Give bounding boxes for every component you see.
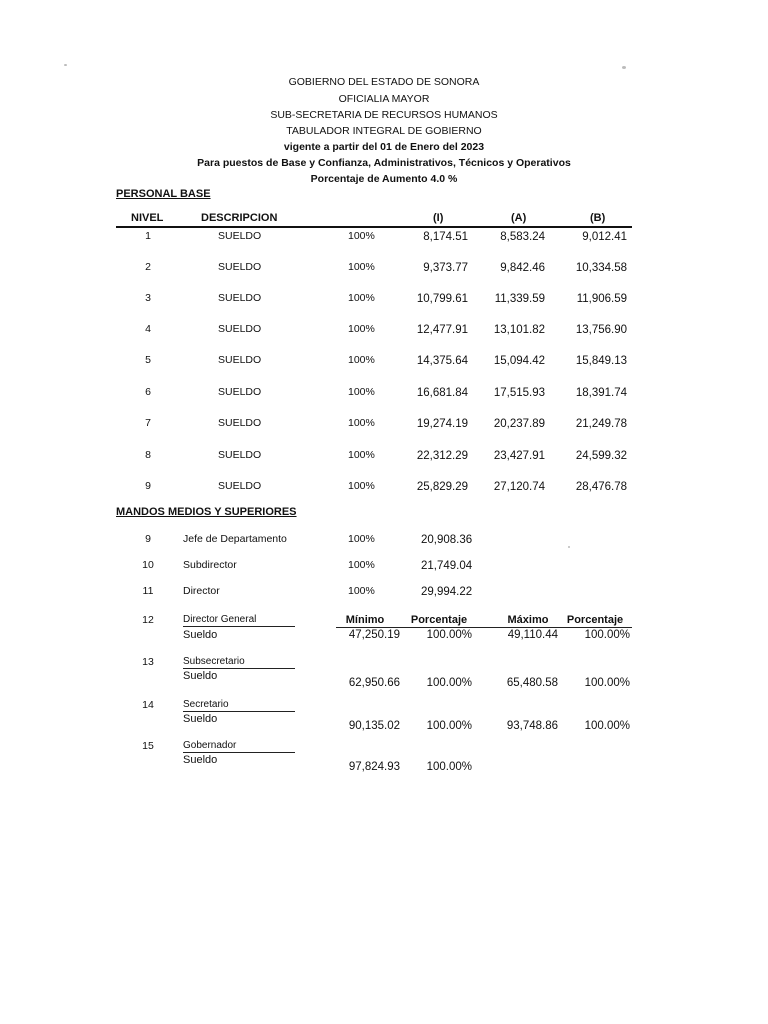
col-header-maximo: Máximo bbox=[507, 614, 549, 626]
range-maximo: 49,110.44 bbox=[507, 629, 558, 641]
row-descripcion: SUELDO bbox=[218, 230, 262, 242]
range-puesto: Director General bbox=[183, 614, 257, 625]
range-minimo: 90,135.02 bbox=[348, 720, 400, 732]
section-title-personal-base: PERSONAL BASE bbox=[116, 188, 211, 200]
range-porcentaje-1: 100.00% bbox=[426, 629, 472, 641]
range-puesto: Secretario bbox=[183, 699, 229, 710]
range-porcentaje-1: 100.00% bbox=[426, 720, 472, 732]
row-descripcion: SUELDO bbox=[218, 480, 262, 492]
range-nivel: 13 bbox=[142, 656, 154, 668]
row-nivel: 2 bbox=[145, 261, 151, 273]
col-header-porcentaje-1: Porcentaje bbox=[410, 614, 468, 626]
row-porcentaje: 100% bbox=[348, 417, 375, 429]
row-value-b: 28,476.78 bbox=[575, 481, 627, 493]
row-value-b: 10,334.58 bbox=[575, 262, 627, 274]
mando-nivel: 9 bbox=[145, 533, 151, 545]
range-puesto: Gobernador bbox=[183, 740, 237, 751]
row-value-a: 15,094.42 bbox=[493, 355, 545, 367]
row-value-i: 10,799.61 bbox=[416, 293, 468, 305]
row-value-a: 13,101.82 bbox=[493, 324, 545, 336]
row-value-a: 23,427.91 bbox=[493, 450, 545, 462]
scan-speck bbox=[568, 546, 570, 548]
row-value-i: 16,681.84 bbox=[416, 387, 468, 399]
row-value-b: 9,012.41 bbox=[582, 231, 627, 243]
range-puesto-underline bbox=[183, 711, 295, 712]
range-minimo: 97,824.93 bbox=[348, 761, 400, 773]
row-descripcion: SUELDO bbox=[218, 386, 262, 398]
range-sueldo-label: Sueldo bbox=[183, 629, 218, 641]
row-value-b: 11,906.59 bbox=[576, 293, 627, 305]
row-descripcion: SUELDO bbox=[218, 354, 262, 366]
mando-nivel: 11 bbox=[142, 585, 154, 597]
row-porcentaje: 100% bbox=[348, 449, 375, 461]
header-tabulador: TABULADOR INTEGRAL DE GOBIERNO bbox=[286, 125, 482, 137]
row-value-b: 18,391.74 bbox=[575, 387, 627, 399]
row-porcentaje: 100% bbox=[348, 323, 375, 335]
col-header-b: (B) bbox=[590, 212, 606, 224]
header-vigencia: vigente a partir del 01 de Enero del 2023 bbox=[283, 141, 485, 153]
range-porcentaje-2: 100.00% bbox=[584, 677, 630, 689]
col-header-nivel: NIVEL bbox=[131, 212, 164, 224]
range-header-rule bbox=[336, 627, 632, 628]
col-header-i: (I) bbox=[433, 212, 444, 224]
row-descripcion: SUELDO bbox=[218, 323, 262, 335]
range-sueldo-label: Sueldo bbox=[183, 754, 218, 766]
range-minimo: 47,250.19 bbox=[348, 629, 400, 641]
row-nivel: 8 bbox=[145, 449, 151, 461]
range-porcentaje-1: 100.00% bbox=[426, 677, 472, 689]
row-nivel: 3 bbox=[145, 292, 151, 304]
row-value-i: 8,174.51 bbox=[423, 231, 468, 243]
range-porcentaje-2: 100.00% bbox=[584, 629, 630, 641]
row-value-i: 25,829.29 bbox=[416, 481, 468, 493]
mando-porcentaje: 100% bbox=[348, 585, 375, 597]
section-title-mandos: MANDOS MEDIOS Y SUPERIORES bbox=[116, 506, 297, 518]
col-header-a: (A) bbox=[511, 212, 527, 224]
range-puesto-underline bbox=[183, 668, 295, 669]
range-nivel: 15 bbox=[142, 740, 154, 752]
range-puesto: Subsecretario bbox=[183, 656, 245, 667]
range-puesto-underline bbox=[183, 626, 295, 627]
mando-puesto: Jefe de Departamento bbox=[183, 533, 287, 545]
header-puestos: Para puestos de Base y Confianza, Administrativos, Técnicos y Operativos bbox=[197, 157, 571, 169]
row-porcentaje: 100% bbox=[348, 230, 375, 242]
mando-porcentaje: 100% bbox=[348, 533, 375, 545]
header-office: OFICIALIA MAYOR bbox=[338, 93, 430, 105]
row-nivel: 5 bbox=[145, 354, 151, 366]
range-sueldo-label: Sueldo bbox=[183, 670, 218, 682]
mando-nivel: 10 bbox=[142, 559, 154, 571]
range-nivel: 12 bbox=[142, 614, 154, 626]
row-value-i: 9,373.77 bbox=[423, 262, 468, 274]
row-value-a: 9,842.46 bbox=[500, 262, 545, 274]
mando-valor: 20,908.36 bbox=[421, 534, 473, 546]
row-value-b: 24,599.32 bbox=[575, 450, 627, 462]
col-header-minimo: Mínimo bbox=[345, 614, 385, 626]
row-porcentaje: 100% bbox=[348, 480, 375, 492]
row-nivel: 7 bbox=[145, 417, 151, 429]
row-descripcion: SUELDO bbox=[218, 261, 262, 273]
header-aumento: Porcentaje de Aumento 4.0 % bbox=[310, 173, 458, 185]
header-subsecretaria: SUB-SECRETARIA DE RECURSOS HUMANOS bbox=[270, 109, 498, 121]
mando-porcentaje: 100% bbox=[348, 559, 375, 571]
row-descripcion: SUELDO bbox=[218, 292, 262, 304]
row-nivel: 1 bbox=[145, 230, 151, 242]
row-value-a: 8,583.24 bbox=[500, 231, 545, 243]
row-value-a: 17,515.93 bbox=[493, 387, 545, 399]
row-value-i: 12,477.91 bbox=[416, 324, 468, 336]
col-header-descripcion: DESCRIPCION bbox=[201, 212, 278, 224]
row-value-b: 15,849.13 bbox=[575, 355, 627, 367]
mando-valor: 29,994.22 bbox=[421, 586, 473, 598]
row-descripcion: SUELDO bbox=[218, 449, 262, 461]
row-porcentaje: 100% bbox=[348, 386, 375, 398]
row-value-i: 19,274.19 bbox=[416, 418, 468, 430]
row-value-a: 11,339.59 bbox=[494, 293, 545, 305]
row-value-i: 22,312.29 bbox=[416, 450, 468, 462]
row-nivel: 9 bbox=[145, 480, 151, 492]
row-value-b: 13,756.90 bbox=[575, 324, 627, 336]
row-descripcion: SUELDO bbox=[218, 417, 262, 429]
row-porcentaje: 100% bbox=[348, 354, 375, 366]
range-porcentaje-2: 100.00% bbox=[584, 720, 630, 732]
range-porcentaje-1: 100.00% bbox=[426, 761, 472, 773]
col-header-porcentaje-2: Porcentaje bbox=[566, 614, 624, 626]
row-value-a: 20,237.89 bbox=[493, 418, 545, 430]
range-sueldo-label: Sueldo bbox=[183, 713, 218, 725]
mando-puesto: Subdirector bbox=[183, 559, 237, 571]
mando-puesto: Director bbox=[183, 585, 220, 597]
range-maximo: 93,748.86 bbox=[506, 720, 558, 732]
row-value-b: 21,249.78 bbox=[575, 418, 627, 430]
range-nivel: 14 bbox=[142, 699, 154, 711]
row-value-i: 14,375.64 bbox=[416, 355, 468, 367]
range-maximo: 65,480.58 bbox=[506, 677, 558, 689]
table-header-rule bbox=[116, 226, 632, 228]
row-nivel: 6 bbox=[145, 386, 151, 398]
row-porcentaje: 100% bbox=[348, 261, 375, 273]
range-puesto-underline bbox=[183, 752, 295, 753]
scan-speck bbox=[64, 64, 67, 66]
row-nivel: 4 bbox=[145, 323, 151, 335]
scan-speck bbox=[622, 66, 626, 69]
range-minimo: 62,950.66 bbox=[348, 677, 400, 689]
mando-valor: 21,749.04 bbox=[421, 560, 473, 572]
header-government: GOBIERNO DEL ESTADO DE SONORA bbox=[288, 76, 480, 88]
row-value-a: 27,120.74 bbox=[493, 481, 545, 493]
row-porcentaje: 100% bbox=[348, 292, 375, 304]
